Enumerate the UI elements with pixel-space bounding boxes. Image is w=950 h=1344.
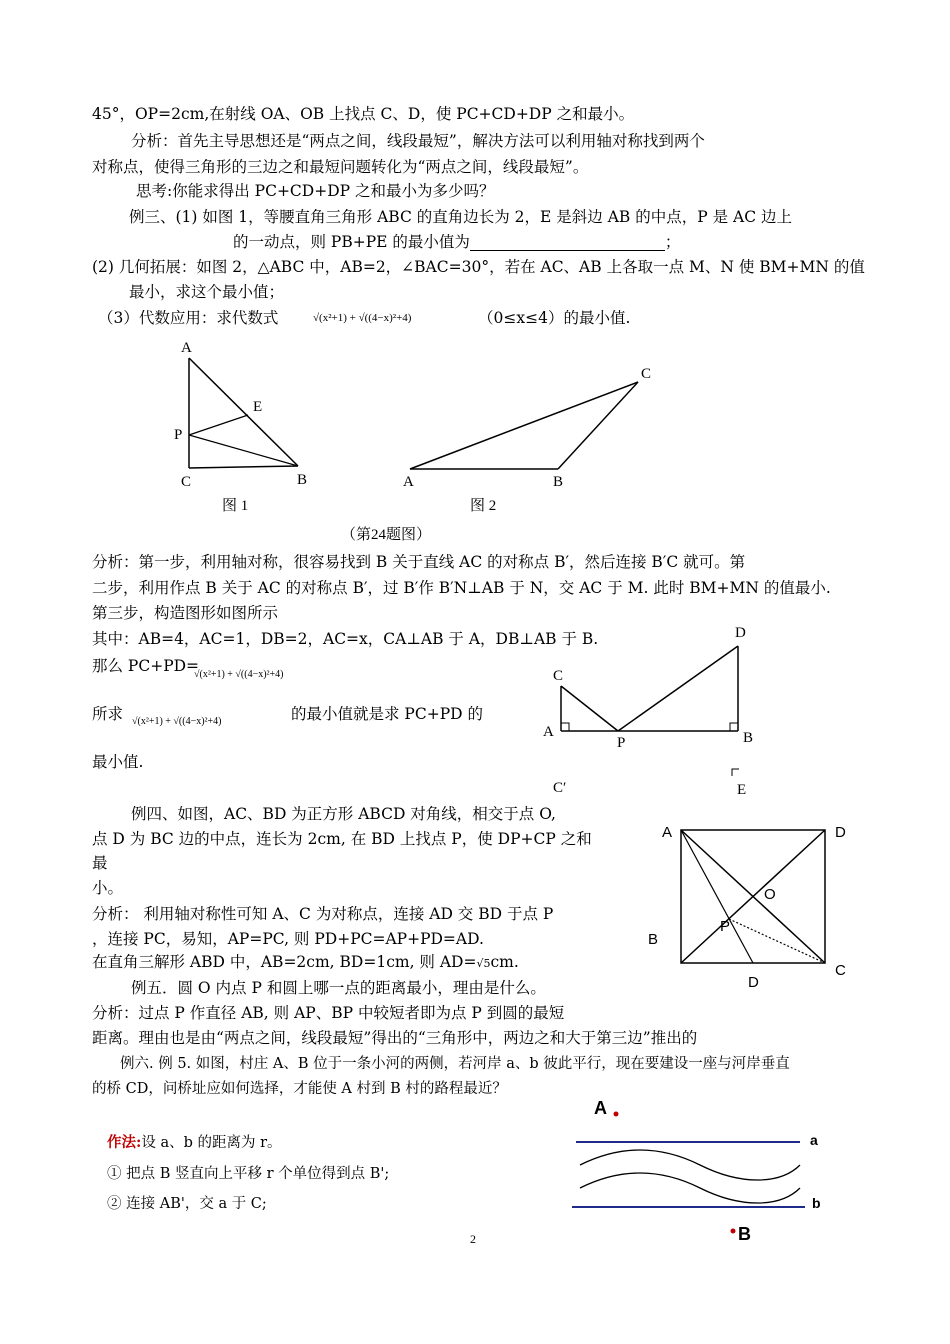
fig1-label-a: A: [181, 340, 192, 356]
fig2-label-b: B: [553, 474, 564, 490]
fig2-label-c: C: [641, 366, 652, 382]
formula-expression: √(x²+1) + √((4−x)²+4): [313, 312, 412, 324]
text-line: ② 连接 AB'，交 a 于 C;: [107, 1196, 267, 1212]
fig5-label-a: A: [594, 1098, 607, 1118]
text-line: 思考:你能求得出 PC+CD+DP 之和最小为多少吗？: [136, 182, 495, 200]
figure-1: [170, 340, 310, 480]
text-line: 最小，求这个最小值；: [129, 283, 285, 301]
fig3-label-e: E: [737, 782, 747, 798]
fig4-label-p: P: [720, 918, 731, 935]
figure-2: [400, 370, 660, 490]
text-line: 分析：首先主导思想还是“两点之间，线段最短”，解决方法可以利用轴对称找到两个: [131, 132, 705, 150]
fig3-label-c: C: [553, 668, 564, 684]
corner-mark: [731, 768, 741, 778]
fig3-label-d: D: [735, 625, 746, 641]
text-line: 其中：AB=4，AC=1，DB=2，AC=x，CA⊥AB 于 A，DB⊥AB 于 B.: [92, 630, 599, 648]
text-line: 那么 PC+PD=: [92, 657, 200, 675]
figure-3: [550, 640, 770, 750]
figure-4: [670, 820, 830, 970]
text-line: 最小值.: [92, 753, 144, 771]
text-line: 的桥 CD，问桥址应如何选择，才能使 A 村到 B 村的路程最近？: [92, 1081, 507, 1097]
text-line: [92, 952, 519, 974]
text-line: 例三、(1) 如图 1，等腰直角三角形 ABC 的直角边长为 2，E 是斜边 AB 的中点，P 是 AC 边上: [129, 208, 792, 226]
formula-expression: √(x²+1) + √((4−x)²+4): [132, 716, 222, 727]
text-line: 分析： 利用轴对称性可知 A、C 为对称点，连接 AD 交 BD 于点 P: [92, 905, 554, 923]
fig2-caption: 图 2: [470, 498, 497, 514]
text-line: 点 D 为 BC 边的中点，连长为 2cm, 在 BD 上找点 P，使 DP+CP 之和: [92, 830, 592, 848]
fig5-label-b: B: [738, 1224, 751, 1244]
fig4-label-d: D: [835, 824, 846, 841]
text-fragment: ；: [664, 233, 681, 251]
text-line: （0≤x≤4）的最小值.: [478, 309, 631, 327]
fig4-label-c: C: [835, 962, 846, 979]
text-line: 二步，利用作点 B 关于 AC 的对称点 B′，过 B′作 B′N⊥AB 于 N，交 AC 于 M. 此时 BM+MN 的值最小.: [92, 579, 831, 597]
figure-caption: （第24题图）: [341, 527, 432, 543]
text-line: 第三步，构造图形如图所示: [92, 604, 279, 622]
text-line: 的最小值就是求 PC+PD 的: [291, 705, 483, 723]
text-line: ① 把点 B 竖直向上平移 r 个单位得到点 B';: [107, 1166, 390, 1182]
formula-expression: √(x²+1) + √((4−x)²+4): [194, 669, 284, 680]
text-fragment: 的一动点，则 PB+PE 的最小值为: [233, 233, 470, 251]
text-fragment: 在直角三解形 ABD 中，AB=2cm, BD=1cm, 则 AD=: [92, 953, 477, 971]
fig3-label-a: A: [543, 724, 554, 740]
text-line: 最: [92, 854, 108, 872]
text-line: 分析：过点 P 作直径 AB, 则 AP、BP 中较短者即为点 P 到圆的最短: [92, 1004, 565, 1022]
fig4-label-a: A: [662, 824, 673, 841]
text-line: [107, 1133, 282, 1153]
sqrt-five: √5: [476, 957, 491, 970]
fig4-label-d2: D: [748, 974, 759, 991]
text-fragment: 设 a、b 的距离为 r。: [141, 1135, 282, 1151]
text-line: 距离。理由也是由“两点之间，线段最短”得出的“三角形中，两边之和大于第三边”推出的: [92, 1029, 698, 1047]
fig4-label-o: O: [764, 886, 776, 903]
text-line: 对称点，使得三角形的三边之和最短问题转化为“两点之间，线段最短”。: [92, 158, 589, 176]
text-line: （3）代数应用：求代数式: [98, 309, 279, 327]
fig5-label-bank-b: b: [812, 1195, 821, 1211]
text-line: ，连接 PC，易知，AP=PC, 则 PD+PC=AP+PD=AD.: [92, 930, 484, 948]
text-line: 45°，OP=2cm,在射线 OA、OB 上找点 C、D，使 PC+CD+DP 之和最小。: [92, 105, 635, 123]
fig1-label-p: P: [174, 427, 183, 443]
answer-blank: [470, 236, 665, 251]
village-b-dot: [729, 1227, 737, 1235]
fig4-label-b: B: [648, 931, 659, 948]
text-line: [233, 232, 680, 252]
text-line: 所求: [92, 705, 124, 723]
text-line: 例五．圆 O 内点 P 和圆上哪一点的距离最小，理由是什么。: [131, 979, 546, 997]
method-label: 作法:: [107, 1134, 142, 1151]
text-line: 分析：第一步，利用轴对称，很容易找到 B 关于直线 AC 的对称点 B′，然后连接 B′C 就可。第: [92, 553, 746, 571]
fig1-label-c: C: [181, 474, 192, 490]
fig1-label-b: B: [297, 472, 308, 488]
text-line: (2) 几何拓展：如图 2，△ABC 中，AB=2，∠BAC=30°，若在 AC、AB 上各取一点 M、N 使 BM+MN 的值: [92, 258, 865, 276]
village-a-dot: [612, 1110, 620, 1118]
text-line: 小。: [92, 879, 124, 897]
fig3-label-b: B: [743, 730, 754, 746]
figure-5: [570, 1130, 830, 1230]
fig3-label-c-prime: C′: [553, 780, 567, 796]
text-line: 例四、如图，AC、BD 为正方形 ABCD 对角线，相交于点 O,: [131, 805, 556, 823]
fig5-label-bank-a: a: [810, 1132, 818, 1148]
text-fragment: cm.: [490, 953, 519, 971]
page-number: 2: [470, 1232, 476, 1246]
fig1-label-e: E: [253, 399, 263, 415]
fig2-label-a: A: [403, 474, 414, 490]
fig1-caption: 图 1: [222, 498, 249, 514]
text-line: 例六. 例 5. 如图，村庄 A、B 位于一条小河的两侧，若河岸 a、b 彼此平行，现在要建设一座与河岸垂直: [120, 1056, 790, 1072]
fig3-label-p: P: [617, 735, 626, 751]
